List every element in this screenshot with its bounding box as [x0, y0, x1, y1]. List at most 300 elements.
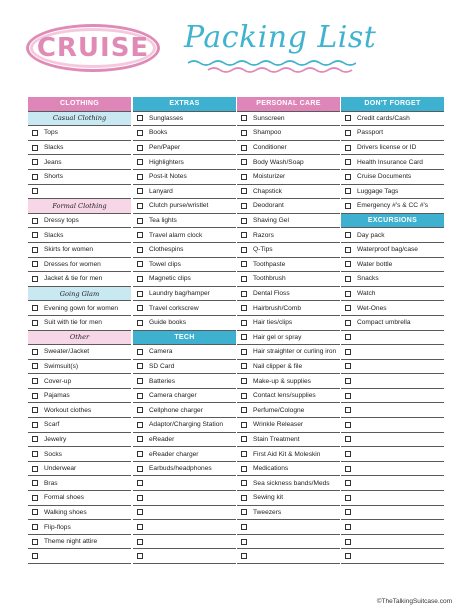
checkbox-icon[interactable]: [32, 276, 38, 282]
item-label: Shorts: [44, 173, 64, 181]
checklist-row: [237, 272, 340, 287]
checkbox-icon[interactable]: [345, 509, 351, 515]
checklist-row: [133, 170, 236, 185]
item-label: Skirts for women: [44, 246, 94, 254]
checklist-row: [341, 447, 444, 462]
checklist-row: [237, 520, 340, 535]
checklist-row: [133, 491, 236, 506]
checkbox-icon[interactable]: [345, 451, 351, 457]
checkbox-icon[interactable]: [32, 407, 38, 413]
checkbox-icon[interactable]: [137, 466, 143, 472]
item-label: Workout clothes: [44, 406, 92, 414]
item-label: Wet-Ones: [357, 304, 387, 312]
checkbox-icon[interactable]: [345, 305, 351, 311]
item-label: Emergency #'s & CC #'s: [357, 202, 429, 210]
checklist-row: [237, 199, 340, 214]
checklist-row: [341, 170, 444, 185]
checkbox-icon[interactable]: [241, 320, 247, 326]
checklist-row: [237, 476, 340, 491]
checkbox-icon[interactable]: [345, 407, 351, 413]
item-label: Make-up & supplies: [253, 377, 311, 385]
checklist-row: [28, 126, 131, 141]
checkbox-icon[interactable]: [32, 174, 38, 180]
item-label: Hair gel or spray: [253, 333, 302, 341]
checkbox-icon[interactable]: [241, 159, 247, 165]
checklist-row: [341, 345, 444, 360]
item-label: Tea lights: [149, 217, 177, 225]
item-label: Stain Treatment: [253, 435, 300, 443]
section-header: CLOTHING: [28, 97, 131, 112]
section-header: DON'T FORGET: [341, 97, 444, 112]
checkbox-icon[interactable]: [345, 320, 351, 326]
checklist-row: [133, 535, 236, 550]
item-label: Theme night attire: [44, 538, 98, 546]
item-label: Chapstick: [253, 187, 282, 195]
checklist-row: [237, 418, 340, 433]
item-label: Hair straighter or curling iron: [253, 348, 337, 356]
checkbox-icon[interactable]: [345, 261, 351, 267]
checkbox-icon[interactable]: [241, 232, 247, 238]
checklist-row: [133, 506, 236, 521]
checkbox-icon[interactable]: [32, 320, 38, 326]
item-label: Lanyard: [149, 187, 173, 195]
item-label: Passport: [357, 129, 384, 137]
item-label: Cover-up: [44, 377, 72, 385]
checklist-row: [341, 403, 444, 418]
checkbox-icon[interactable]: [137, 436, 143, 442]
checkbox-icon[interactable]: [137, 218, 143, 224]
item-label: Cellphone charger: [149, 406, 203, 414]
item-label: Jeans: [44, 158, 62, 166]
checklist-row: [341, 476, 444, 491]
item-label: Luggage Tags: [357, 187, 399, 195]
checkbox-icon[interactable]: [137, 232, 143, 238]
checklist-row: [133, 228, 236, 243]
checkbox-icon[interactable]: [32, 305, 38, 311]
checklist-row: [28, 258, 131, 273]
item-label: Laundry bag/hamper: [149, 290, 210, 298]
checklist-row: [133, 345, 236, 360]
checklist-row: [28, 301, 131, 316]
item-label: Sunscreen: [253, 114, 285, 122]
checkbox-icon[interactable]: [241, 247, 247, 253]
item-label: Scarf: [44, 421, 60, 429]
item-label: Sea sickness bands/Meds: [253, 479, 330, 487]
checkbox-icon[interactable]: [241, 480, 247, 486]
checklist-row: [341, 272, 444, 287]
checklist-row: [28, 433, 131, 448]
checkbox-icon[interactable]: [241, 422, 247, 428]
checklist-row: [28, 170, 131, 185]
checklist-row: [133, 520, 236, 535]
item-label: Watch: [357, 290, 376, 298]
item-label: Razors: [253, 231, 274, 239]
checkbox-icon[interactable]: [137, 393, 143, 399]
checklist-row: [341, 331, 444, 346]
checkbox-icon[interactable]: [137, 305, 143, 311]
checkbox-icon[interactable]: [345, 539, 351, 545]
checkbox-icon[interactable]: [32, 232, 38, 238]
checkbox-icon[interactable]: [137, 320, 143, 326]
checklist-row: [341, 316, 444, 331]
item-label: Suit with tie for men: [44, 319, 102, 327]
checkbox-icon[interactable]: [32, 145, 38, 151]
checklist-row: [237, 243, 340, 258]
item-label: Wrinkle Releaser: [253, 421, 304, 429]
checkbox-icon[interactable]: [137, 203, 143, 209]
item-label: Cruise Documents: [357, 173, 412, 181]
checkbox-icon[interactable]: [137, 509, 143, 515]
checkbox-icon[interactable]: [241, 407, 247, 413]
cruise-logo: [26, 24, 160, 72]
checklist-row: [341, 374, 444, 389]
item-label: Highlighters: [149, 158, 184, 166]
checkbox-icon[interactable]: [345, 188, 351, 194]
checklist-row: [237, 447, 340, 462]
wave-decoration-icon: [186, 58, 356, 74]
item-label: eReader charger: [149, 450, 199, 458]
checklist-row: [28, 228, 131, 243]
checklist-row: [28, 360, 131, 375]
checkbox-icon[interactable]: [137, 524, 143, 530]
checklist-row: [237, 170, 340, 185]
item-label: Earbuds/headphones: [149, 465, 212, 473]
item-label: Jacket & tie for men: [44, 275, 103, 283]
footer-credit: ©TheTalkingSuitcase.com: [376, 598, 452, 605]
checkbox-icon[interactable]: [241, 115, 247, 121]
checklist-row: [237, 535, 340, 550]
checkbox-icon[interactable]: [241, 393, 247, 399]
checkbox-icon[interactable]: [137, 130, 143, 136]
checkbox-icon[interactable]: [137, 174, 143, 180]
checklist-row: [341, 433, 444, 448]
checklist-row: [341, 243, 444, 258]
item-label: Deodorant: [253, 202, 284, 210]
checkbox-icon[interactable]: [241, 174, 247, 180]
checklist-row: [133, 476, 236, 491]
item-label: Dressy tops: [44, 217, 79, 225]
checklist-row: [341, 228, 444, 243]
checkbox-icon[interactable]: [241, 334, 247, 340]
item-label: Bras: [44, 479, 58, 487]
item-label: Perfume/Cologne: [253, 406, 305, 414]
checklist-row: [341, 462, 444, 477]
checklist-row: [341, 360, 444, 375]
checkbox-icon[interactable]: [32, 363, 38, 369]
item-label: Socks: [44, 450, 62, 458]
checklist-row: [237, 549, 340, 564]
item-label: Jewelry: [44, 435, 67, 443]
checklist-row: [133, 316, 236, 331]
checklist-row: [133, 418, 236, 433]
item-label: Walking shoes: [44, 508, 87, 516]
checkbox-icon[interactable]: [137, 451, 143, 457]
item-label: Waterproof bag/case: [357, 246, 418, 254]
checklist-row: [28, 155, 131, 170]
checklist-row: [237, 491, 340, 506]
checkbox-icon[interactable]: [345, 145, 351, 151]
checklist-row: [237, 345, 340, 360]
item-label: Toothpaste: [253, 260, 286, 268]
checkbox-icon[interactable]: [137, 407, 143, 413]
checklist-row: [237, 389, 340, 404]
item-label: Moisturizer: [253, 173, 286, 181]
checklist-row: [341, 258, 444, 273]
checklist-row: [237, 228, 340, 243]
item-label: Health Insurance Card: [357, 158, 423, 166]
checklist-row: [133, 185, 236, 200]
checklist-row: [133, 447, 236, 462]
subsection-header: Going Glam: [28, 287, 131, 302]
checkbox-icon[interactable]: [345, 480, 351, 486]
item-label: Swimsuit(s): [44, 362, 79, 370]
checklist-row: [341, 112, 444, 127]
checklist-row: [237, 360, 340, 375]
item-label: Underwear: [44, 465, 77, 473]
checklist-row: [28, 491, 131, 506]
checklist-row: [237, 126, 340, 141]
checklist-row: [133, 199, 236, 214]
checkbox-icon[interactable]: [32, 539, 38, 545]
checklist-row: [28, 345, 131, 360]
checklist-row: [237, 141, 340, 156]
checkbox-icon[interactable]: [241, 466, 247, 472]
checkbox-icon[interactable]: [345, 291, 351, 297]
checklist-row: [237, 287, 340, 302]
checklist-row: [341, 199, 444, 214]
item-label: Dresses for women: [44, 260, 101, 268]
item-label: eReader: [149, 435, 175, 443]
checklist-row: [28, 403, 131, 418]
item-label: Camera: [149, 348, 173, 356]
section-header: PERSONAL CARE: [237, 97, 340, 112]
checkbox-icon[interactable]: [32, 349, 38, 355]
checkbox-icon[interactable]: [32, 378, 38, 384]
checkbox-icon[interactable]: [345, 203, 351, 209]
checkbox-icon[interactable]: [32, 218, 38, 224]
checkbox-icon[interactable]: [137, 480, 143, 486]
checkbox-icon[interactable]: [241, 509, 247, 515]
checkbox-icon[interactable]: [32, 422, 38, 428]
checkbox-icon[interactable]: [32, 261, 38, 267]
checkbox-icon[interactable]: [345, 422, 351, 428]
checkbox-icon[interactable]: [32, 466, 38, 472]
checkbox-icon[interactable]: [241, 261, 247, 267]
checklist-row: [237, 155, 340, 170]
clothing-column: [28, 97, 131, 564]
item-label: Travel alarm clock: [149, 231, 203, 239]
item-label: Flip-flops: [44, 523, 71, 531]
checkbox-icon[interactable]: [241, 203, 247, 209]
checkbox-icon[interactable]: [345, 276, 351, 282]
checkbox-icon[interactable]: [241, 553, 247, 559]
checkbox-icon[interactable]: [241, 305, 247, 311]
item-label: Evening gown for women: [44, 304, 119, 312]
item-label: Sunglasses: [149, 114, 184, 122]
checklist-row: [133, 403, 236, 418]
checkbox-icon[interactable]: [241, 436, 247, 442]
item-label: Body Wash/Soap: [253, 158, 304, 166]
checkbox-icon[interactable]: [241, 218, 247, 224]
item-label: Tweezers: [253, 508, 282, 516]
checklist-row: [133, 272, 236, 287]
item-label: Drivers license or ID: [357, 144, 417, 152]
checkbox-icon[interactable]: [137, 378, 143, 384]
checkbox-icon[interactable]: [137, 291, 143, 297]
item-label: Toothbrush: [253, 275, 286, 283]
checkbox-icon[interactable]: [241, 291, 247, 297]
checklist-row: [133, 301, 236, 316]
checkbox-icon[interactable]: [137, 145, 143, 151]
checkbox-icon[interactable]: [32, 509, 38, 515]
checkbox-icon[interactable]: [137, 261, 143, 267]
checkbox-icon[interactable]: [137, 553, 143, 559]
checkbox-icon[interactable]: [241, 378, 247, 384]
personal-care-column: [237, 97, 340, 564]
checklist-row: [133, 549, 236, 564]
checkbox-icon[interactable]: [345, 363, 351, 369]
checkbox-icon[interactable]: [32, 159, 38, 165]
item-label: Clothespins: [149, 246, 184, 254]
checkbox-icon[interactable]: [345, 495, 351, 501]
item-label: Shampoo: [253, 129, 282, 137]
checkbox-icon[interactable]: [137, 495, 143, 501]
checklist-row: [133, 112, 236, 127]
checkbox-icon[interactable]: [241, 451, 247, 457]
subsection-header: Other: [28, 331, 131, 346]
item-label: Travel corkscrew: [149, 304, 199, 312]
checkbox-icon[interactable]: [137, 247, 143, 253]
checkbox-icon[interactable]: [137, 363, 143, 369]
checklist-row: [341, 418, 444, 433]
page-title: Packing List: [184, 20, 377, 55]
checkbox-icon[interactable]: [345, 159, 351, 165]
checklist-row: [237, 112, 340, 127]
checklist-row: [133, 433, 236, 448]
item-label: Compact umbrella: [357, 319, 411, 327]
checklist-row: [237, 462, 340, 477]
checklist-row: [133, 360, 236, 375]
checklist-row: [133, 462, 236, 477]
item-label: Sewing kit: [253, 494, 284, 502]
checkbox-icon[interactable]: [345, 393, 351, 399]
checklist-row: [28, 535, 131, 550]
checkbox-icon[interactable]: [32, 451, 38, 457]
item-label: Clutch purse/wristlet: [149, 202, 209, 210]
item-label: Slacks: [44, 231, 64, 239]
item-label: Dental Floss: [253, 290, 290, 298]
checkbox-icon[interactable]: [345, 174, 351, 180]
dont-forget-excursions-column: [341, 97, 444, 564]
checkbox-icon[interactable]: [241, 130, 247, 136]
checkbox-icon[interactable]: [345, 130, 351, 136]
checklist-row: [28, 316, 131, 331]
checklist-row: [237, 185, 340, 200]
checklist-row: [341, 520, 444, 535]
checklist-row: [28, 374, 131, 389]
checkbox-icon[interactable]: [345, 247, 351, 253]
checklist-row: [133, 214, 236, 229]
item-label: Adaptor/Charging Station: [149, 421, 224, 429]
checklist-row: [237, 316, 340, 331]
checkbox-icon[interactable]: [137, 188, 143, 194]
checklist-row: [28, 520, 131, 535]
checkbox-icon[interactable]: [241, 145, 247, 151]
item-label: Pen/Paper: [149, 144, 181, 152]
checkbox-icon[interactable]: [32, 188, 38, 194]
checkbox-icon[interactable]: [137, 276, 143, 282]
item-label: Formal shoes: [44, 494, 84, 502]
checklist-row: [341, 549, 444, 564]
item-label: Magnetic clips: [149, 275, 191, 283]
checkbox-icon[interactable]: [137, 539, 143, 545]
checklist-row: [341, 506, 444, 521]
item-label: Credit cards/Cash: [357, 114, 410, 122]
checkbox-icon[interactable]: [241, 276, 247, 282]
item-label: Q-Tips: [253, 246, 273, 254]
checkbox-icon[interactable]: [241, 524, 247, 530]
checkbox-icon[interactable]: [32, 480, 38, 486]
checklist-row: [341, 535, 444, 550]
checkbox-icon[interactable]: [345, 232, 351, 238]
checkbox-icon[interactable]: [345, 349, 351, 355]
checkbox-icon[interactable]: [137, 349, 143, 355]
checkbox-icon[interactable]: [32, 495, 38, 501]
checklist-row: [28, 476, 131, 491]
checkbox-icon[interactable]: [241, 495, 247, 501]
section-header: EXTRAS: [133, 97, 236, 112]
checklist-row: [28, 185, 131, 200]
item-label: Nail clipper & file: [253, 362, 303, 370]
item-label: SD Card: [149, 362, 175, 370]
checkbox-icon[interactable]: [345, 436, 351, 442]
checkbox-icon[interactable]: [345, 115, 351, 121]
item-label: Sweater/Jacket: [44, 348, 90, 356]
checkbox-icon[interactable]: [345, 524, 351, 530]
checkbox-icon[interactable]: [137, 422, 143, 428]
checklist-row: [341, 389, 444, 404]
checkbox-icon[interactable]: [345, 334, 351, 340]
checkbox-icon[interactable]: [32, 130, 38, 136]
checkbox-icon[interactable]: [32, 436, 38, 442]
item-label: Water bottle: [357, 260, 393, 268]
checkbox-icon[interactable]: [345, 553, 351, 559]
checklist-row: [28, 272, 131, 287]
section-header: TECH: [133, 331, 236, 346]
checklist-row: [133, 243, 236, 258]
checkbox-icon[interactable]: [241, 349, 247, 355]
item-label: Medications: [253, 465, 289, 473]
checkbox-icon[interactable]: [32, 393, 38, 399]
checkbox-icon[interactable]: [137, 159, 143, 165]
item-label: Towel clips: [149, 260, 181, 268]
checklist-row: [28, 506, 131, 521]
checkbox-icon[interactable]: [137, 115, 143, 121]
checklist-row: [133, 258, 236, 273]
checkbox-icon[interactable]: [345, 378, 351, 384]
checklist-row: [237, 433, 340, 448]
checkbox-icon[interactable]: [32, 524, 38, 530]
checkbox-icon[interactable]: [32, 247, 38, 253]
checkbox-icon[interactable]: [32, 553, 38, 559]
checklist-row: [341, 141, 444, 156]
subsection-header: Formal Clothing: [28, 199, 131, 214]
checkbox-icon[interactable]: [241, 539, 247, 545]
checkbox-icon[interactable]: [241, 363, 247, 369]
checkbox-icon[interactable]: [241, 188, 247, 194]
checkbox-icon[interactable]: [345, 466, 351, 472]
checklist-row: [237, 331, 340, 346]
